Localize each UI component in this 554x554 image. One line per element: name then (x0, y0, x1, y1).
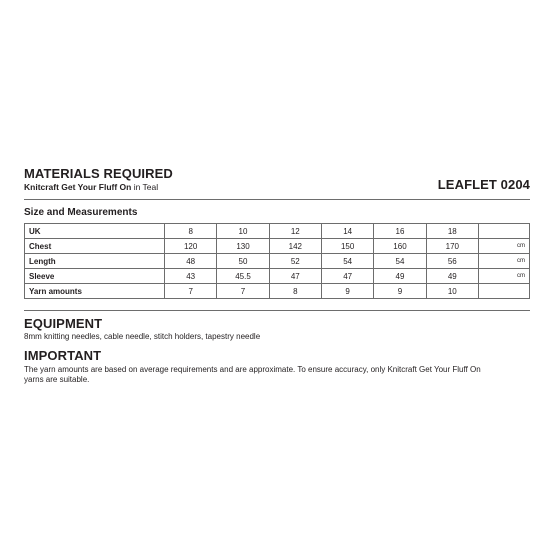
table-cell: 170 (426, 239, 478, 254)
equipment-title: EQUIPMENT (24, 316, 103, 331)
unit-cell (479, 224, 530, 239)
table-cell: 43 (165, 269, 217, 284)
table-cell: 49 (374, 269, 426, 284)
table-cell: 8 (269, 284, 321, 299)
table-cell: 45.5 (217, 269, 269, 284)
leaflet-number: LEAFLET 0204 (437, 177, 530, 192)
row-label: Length (25, 254, 165, 269)
table-cell: 54 (374, 254, 426, 269)
table-cell: 130 (217, 239, 269, 254)
table-cell: 18 (426, 224, 478, 239)
unit-cell: cm (479, 239, 530, 254)
table-cell: 14 (321, 224, 373, 239)
yarn-colour: in Teal (131, 182, 159, 192)
table-row (25, 269, 530, 284)
important-text-line1: The yarn amounts are based on average requirements and are approximate. To ensure accuracy, only Knitcraft Get Your Fluff On (24, 365, 481, 374)
table-cell: 56 (426, 254, 478, 269)
table-cell: 150 (321, 239, 373, 254)
materials-title: MATERIALS REQUIRED (24, 166, 173, 181)
materials-yarn (24, 182, 158, 192)
row-label: Chest (25, 239, 165, 254)
table-cell: 10 (426, 284, 478, 299)
table-cell: 9 (374, 284, 426, 299)
table-row (25, 224, 530, 239)
table-cell: 48 (165, 254, 217, 269)
size-table (24, 223, 530, 299)
table-cell: 7 (165, 284, 217, 299)
important-text-line2: yarns are suitable. (24, 375, 90, 384)
table-row (25, 284, 530, 299)
table-row (25, 254, 530, 269)
section-divider (24, 199, 530, 200)
table-cell: 50 (217, 254, 269, 269)
row-label: Sleeve (25, 269, 165, 284)
table-row (25, 239, 530, 254)
table-cell: 12 (269, 224, 321, 239)
row-label: UK (25, 224, 165, 239)
section-divider (24, 310, 530, 311)
table-cell: 47 (269, 269, 321, 284)
important-title: IMPORTANT (24, 348, 102, 363)
table-cell: 142 (269, 239, 321, 254)
unit-cell: cm (479, 254, 530, 269)
table-cell: 54 (321, 254, 373, 269)
table-cell: 10 (217, 224, 269, 239)
equipment-text: 8mm knitting needles, cable needle, stitch holders, tapestry needle (24, 332, 261, 341)
table-cell: 9 (321, 284, 373, 299)
table-cell: 7 (217, 284, 269, 299)
table-cell: 160 (374, 239, 426, 254)
table-cell: 47 (321, 269, 373, 284)
row-label: Yarn amounts (25, 284, 165, 299)
sizes-title: Size and Measurements (24, 207, 138, 218)
unit-cell (479, 284, 530, 299)
table-cell: 49 (426, 269, 478, 284)
yarn-brand: Knitcraft Get Your Fluff On (24, 182, 132, 192)
table-cell: 8 (165, 224, 217, 239)
table-cell: 52 (269, 254, 321, 269)
table-cell: 16 (374, 224, 426, 239)
unit-cell: cm (479, 269, 530, 284)
table-cell: 120 (165, 239, 217, 254)
